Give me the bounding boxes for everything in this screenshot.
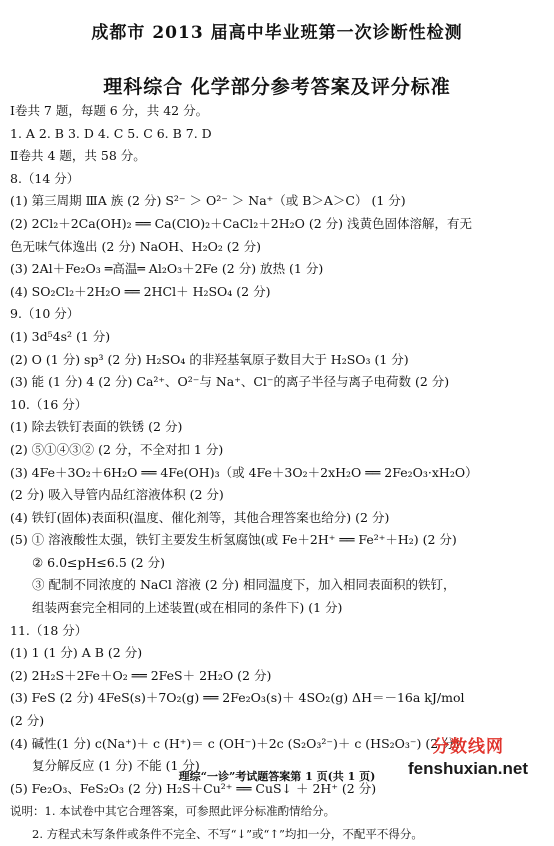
- note-line: 2. 方程式未写条件或条件不完全、不写“↓”或“↑”均扣一分，不配平不得分。: [32, 827, 423, 841]
- document-title: 成都市 2013 届高中毕业班第一次诊断性检测: [91, 23, 463, 43]
- answer-line: ③ 配制不同浓度的 NaCl 溶液 (2 分) 相同温度下，加入相同表面积的铁钉，: [32, 577, 456, 593]
- answer-line: (2) 2H₂S＋2Fe＋O₂ ══ 2FeS＋ 2H₂O (2 分): [10, 667, 272, 683]
- answer-line: (3) FeS (2 分) 4FeS(s)＋7O₂(g) ══ 2Fe₂O₃(s)＋ 4SO₂(g) ΔH＝－16a kJ/mol: [10, 690, 465, 706]
- answer-line: (5) Fe₂O₃、FeS₂O₃ (2 分) H₂S＋Cu²⁺ ══ CuS↓ ＋ 2H⁺ (2 分): [10, 780, 377, 796]
- answer-line: (1) 第三周期 ⅢA 族 (2 分) S²⁻ ＞ O²⁻ ＞ Na⁺（或 B＞A＞C） (1 分): [10, 193, 406, 209]
- answer-line: 复分解反应 (1 分) 不能 (1 分): [32, 758, 200, 774]
- page-footer: 理综“一诊”考试题答案第 1 页(共 1 页): [178, 770, 376, 783]
- answer-line: (4) SO₂Cl₂＋2H₂O ══ 2HCl＋ H₂SO₄ (2 分): [10, 283, 271, 299]
- answer-line: (2 分) 吸入导管内品红溶液体积 (2 分): [10, 487, 224, 503]
- note-line: 说明：1. 本试卷中其它合理答案，可参照此评分标准酌情给分。: [10, 804, 336, 819]
- answer-line: (1) 除去铁钉表面的铁锈 (2 分): [10, 419, 183, 435]
- watermark-site-name: 分数线网: [432, 737, 504, 756]
- answer-line: (3) 2Al＋Fe₂O₃ ═高温═ Al₂O₃＋2Fe (2 分) 放热 (1 分): [10, 261, 324, 277]
- document-subtitle: 理科综合 化学部分参考答案及评分标准: [103, 76, 451, 98]
- answer-line: (3) 4Fe＋3O₂＋6H₂O ══ 4Fe(OH)₃（或 4Fe＋3O₂＋2xH₂O ══ 2Fe₂O₃·xH₂O）: [10, 464, 478, 480]
- answer-line: (2) O (1 分) sp³ (2 分) H₂SO₄ 的非羟基氧原子数目大于 H₂SO₃ (1 分): [10, 351, 409, 367]
- question-11-heading: 11.（18 分）: [10, 622, 88, 638]
- section-2-intro: Ⅱ卷共 4 题，共 58 分。: [10, 148, 146, 164]
- question-9-heading: 9.（10 分）: [10, 306, 80, 322]
- section-1-answers: 1. A 2. B 3. D 4. C 5. C 6. B 7. D: [10, 125, 212, 141]
- answer-line: (4) 碱性(1 分) c(Na⁺)＋ c (H⁺)＝ c (OH⁻)＋2c (S₂O₃²⁻)＋ c (HS₂O₃⁻) (2 分): [10, 735, 460, 751]
- answer-line: (2) 2Cl₂＋2Ca(OH)₂ ══ Ca(ClO)₂＋CaCl₂＋2H₂O (2 分) 浅黄色固体溶解，有无: [10, 215, 473, 231]
- answer-line: 色无味气体逸出 (2 分) NaOH、H₂O₂ (2 分): [10, 238, 261, 254]
- watermark-site-url: fenshuxian.net: [408, 759, 528, 778]
- answer-line: 组装两套完全相同的上述装置(或在相同的条件下) (1 分): [32, 600, 343, 616]
- answer-line: (3) 能 (1 分) 4 (2 分) Ca²⁺、O²⁻与 Na⁺、Cl⁻的离子半径与离子电荷数 (2 分): [10, 374, 450, 390]
- question-8-heading: 8.（14 分）: [10, 170, 80, 186]
- site-watermark: [388, 732, 548, 779]
- answer-line: (4) 铁钉(固体)表面积(温度、催化剂等，其他合理答案也给分) (2 分): [10, 509, 390, 525]
- answer-line: (2) ⑤①④③② (2 分，不全对扣 1 分): [10, 441, 224, 457]
- answer-line: (1) 1 (1 分) A B (2 分): [10, 645, 143, 661]
- answer-line: ② 6.0≤pH≤6.5 (2 分): [32, 554, 165, 570]
- section-1-intro: Ⅰ卷共 7 题，每题 6 分，共 42 分。: [10, 103, 209, 118]
- question-10-heading: 10.（16 分）: [10, 396, 88, 412]
- answer-line: (2 分): [10, 713, 45, 729]
- answer-line: (1) 3d⁵4s² (1 分): [10, 328, 111, 344]
- answer-line: (5) ① 溶液酸性太强，铁钉主要发生析氢腐蚀(或 Fe＋2H⁺ ══ Fe²⁺＋H₂) (2 分): [10, 532, 457, 548]
